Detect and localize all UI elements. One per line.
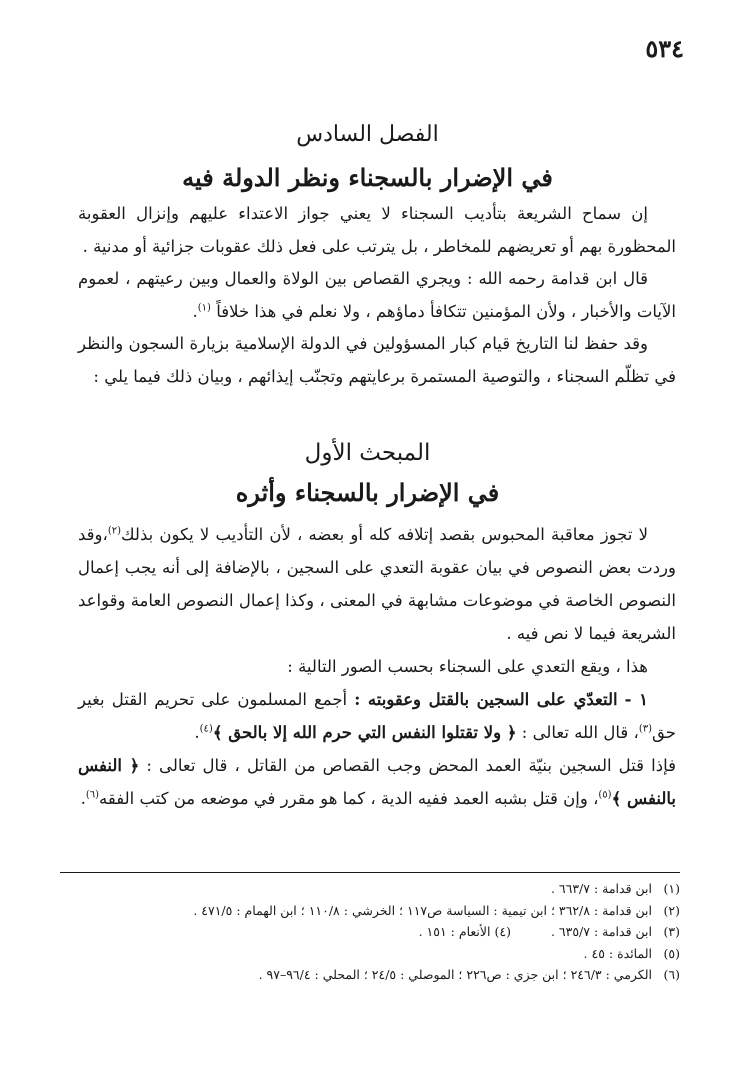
list-item-text-e: ، وإن قتل بشبه العمد ففيه الدية ، كما هو مقرر في موضعه من كتب الفقه [99,789,599,808]
footnote-text: ابن قدامة : ٦٣٥/٧ . [550,924,652,939]
intro-paragraph-1: إن سماح الشريعة بتأديب السجناء لا يعني جواز الاعتداء عليهم وإنزال العقوبة المحظورة بهم أو تعريضهم للمخاطر ، بل يترتب على فعل ذلك عقوبات جزائية أو مدنية . [78,204,676,256]
footnote [60,943,680,965]
footnote-text: ابن قدامة : ٣٦٢/٨ ؛ ابن تيمية : السياسة ص١١٧ ؛ الخرشي : ١١٠/٨ ؛ ابن الهمام : ٤٧١/٥ . [193,902,652,918]
footnote-number: (٣) [663,924,680,939]
footnote-text: الكرمي : ٢٤٦/٣ ؛ ابن جزي : ص٢٢٦ ؛ الموصلي : ٢٤/٥ ؛ المحلي : ٩٦/٤–٩٧ . [258,967,652,982]
footnote-text: المائدة : ٤٥ . [583,945,652,961]
footnote-ref: (٤) [199,723,213,735]
list-item-text-c: . [194,723,200,742]
page-number: ٥٣٤ [645,34,684,63]
footnotes [60,878,680,986]
section-paragraph-1-text: لا تجوز معاقبة المحبوس بقصد إتلافه كله أو بعضه ، لأن التأديب لا يكون بذلك [121,525,648,544]
section-paragraph-2: هذا ، ويقع التعدي على السجناء بحسب الصور التالية : [287,657,648,676]
footnote-inline: (٤) الأنعام : ١٥١ . [418,924,511,939]
footnote-ref: (٣) [638,723,653,735]
quran-quote: ﴿ ولا تقتلوا النفس التي حرم الله إلا بالحق ﴾ [212,723,517,742]
footnote [60,921,680,943]
section-paragraph-1 [78,518,676,650]
section-label: المبحث الأول [304,440,431,466]
footnote [60,878,680,900]
intro-paragraph-2-text: قال ابن قدامة رحمه الله : ويجري القصاص بين الولاة والعمال وبين رعيتهم ، لعموم الآيات والأخبار ، ولأن المؤمنين تتكافأ دماؤهم ، ولا نعلم في هذا خلافاً [78,269,676,321]
quran-quote-2: ﴿ النفس بالنفس ﴾ [78,756,676,808]
footnote-ref: (٦) [85,789,100,801]
list-item-text-b: ، قال الله تعالى : [521,723,639,742]
section-paragraph-1-rest: ،وقد وردت بعض النصوص في بيان عقوبة التعدي على السجين ، بالإضافة إلى أنه يجب إعمال النصوص الخاصة في موضوعات مشابهة في المعنى ، وكذا إعمال النصوص العامة وقواعد الشريعة فيما لا نص فيه . [77,525,676,643]
chapter-label: الفصل السادس [296,122,439,147]
footnote-number: (١) [663,881,680,896]
list-item-text-f: . [80,789,86,808]
footnote-text: ابن قدامة : ٦٦٣/٧ . [550,881,652,896]
footnote [60,900,680,922]
list-item-text-a: أجمع المسلمون على تحريم القتل بغير حق [78,690,676,742]
footnote-number: (٦) [663,967,680,982]
list-item-1-continued [78,749,676,815]
list-item-number: ١ - [624,690,648,709]
list-item-heading: التعدّي على السجين بالقتل وعقوبته : [354,690,618,709]
section-text [78,518,676,815]
intro-paragraph-2: قال ابن قدامة رحمه الله : ويجري القصاص بين الولاة والعمال وبين رعيتهم ، لعموم الآيات والأخبار ، ولأن المؤمنين تتكافأ دماؤهم ، ولا نعلم في هذا خلافاً $^{(١)}$. [78,269,676,321]
footnote-number: (٢) [663,902,680,918]
intro-paragraph-3: وقد حفظ لنا التاريخ قيام كبار المسؤولين في الدولة الإسلامية بزيارة السجون والنظر في تظلّم السجناء ، والتوصية المستمرة برعايتهم وتجنّب إيذائهم ، وبيان ذلك فيما يلي : [78,334,676,386]
list-item-1 [78,683,676,749]
footnote-divider [60,872,680,873]
footnote [60,964,680,986]
footnote-ref: (٢) [107,525,122,537]
chapter-title: في الإضرار بالسجناء ونظر الدولة فيه [182,163,553,192]
footnote-ref: (١) [197,302,211,313]
footnote-ref: (٥) [598,789,612,801]
list-item-text-d: فإذا قتل السجين بنيّة العمد المحض وجب القصاص من القاتل ، قال تعالى : [146,756,676,775]
intro-text [78,198,676,393]
section-title: في الإضرار بالسجناء وأثره [235,478,500,507]
footnote-number: (٥) [663,945,680,961]
